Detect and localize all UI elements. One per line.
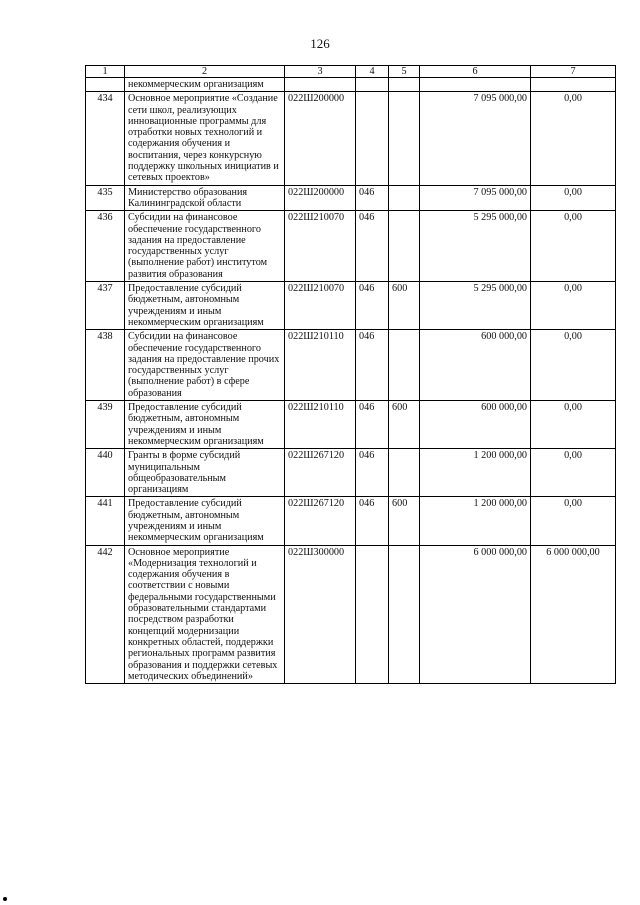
row-amount-7: 0,00 — [531, 92, 616, 185]
table-row — [86, 211, 616, 282]
table-row — [86, 282, 616, 330]
header-cell-6: 6 — [420, 66, 531, 78]
row-name: Предоставление субсидий бюджетным, автономным учреждениям и иным некоммерческим организациям — [125, 497, 285, 545]
row-number: 441 — [86, 497, 125, 545]
table-row — [86, 78, 616, 92]
table-row — [86, 401, 616, 449]
row-amount-7: 0,00 — [531, 211, 616, 282]
row-amount-7: 0,00 — [531, 401, 616, 449]
row-amount-7: 0,00 — [531, 449, 616, 497]
row-number: 434 — [86, 92, 125, 185]
row-amount-6: 5 295 000,00 — [420, 282, 531, 330]
row-col5: 600 — [389, 401, 420, 449]
row-col5 — [389, 211, 420, 282]
row-code: 022Ш300000 — [285, 545, 356, 684]
row-col5: 600 — [389, 282, 420, 330]
row-col4: 046 — [356, 330, 389, 401]
row-number: 439 — [86, 401, 125, 449]
row-amount-6: 7 095 000,00 — [420, 92, 531, 185]
row-name: Предоставление субсидий бюджетным, автономным учреждениям и иным некоммерческим организациям — [125, 282, 285, 330]
row-code: 022Ш267120 — [285, 449, 356, 497]
scan-mark — [3, 897, 7, 901]
page-number: 126 — [310, 36, 330, 51]
row-number: 442 — [86, 545, 125, 684]
row-col4 — [356, 92, 389, 185]
row-name: Предоставление субсидий бюджетным, автономным учреждениям и иным некоммерческим организациям — [125, 401, 285, 449]
table-row — [86, 330, 616, 401]
row-number: 440 — [86, 449, 125, 497]
row-name: Основное мероприятие «Создание сети школ, реализующих инновационные программы для отработки новых технологий и содержания обучения и воспитания, через конкурсную поддержку школьных инициатив и сетевых проектов» — [125, 92, 285, 185]
row-amount-7: 6 000 000,00 — [531, 545, 616, 684]
table-row — [86, 497, 616, 545]
row-code: 022Ш210070 — [285, 211, 356, 282]
row-amount-7: 0,00 — [531, 185, 616, 211]
row-number — [86, 78, 125, 92]
row-name: Основное мероприятие «Модернизация технологий и содержания обучения в соответствии с новыми федеральными государственными образовательными стандартами посредством разработки концепций модернизации конкретных областей, поддержки региональных программ развития образования и поддержки сетевых методических объединений» — [125, 545, 285, 684]
row-amount-6 — [420, 78, 531, 92]
row-code: 022Ш210110 — [285, 330, 356, 401]
row-col4: 046 — [356, 449, 389, 497]
row-amount-7 — [531, 78, 616, 92]
row-col5 — [389, 449, 420, 497]
row-name: Субсидии на финансовое обеспечение государственного задания на предоставление прочих государственных услуг (выполнение работ) в сфере образования — [125, 330, 285, 401]
row-col4: 046 — [356, 211, 389, 282]
row-amount-7: 0,00 — [531, 330, 616, 401]
row-col5 — [389, 185, 420, 211]
row-amount-6: 1 200 000,00 — [420, 497, 531, 545]
header-cell-1: 1 — [86, 66, 125, 78]
header-cell-3: 3 — [285, 66, 356, 78]
row-col4: 046 — [356, 282, 389, 330]
budget-table — [85, 65, 616, 684]
row-code: 022Ш210070 — [285, 282, 356, 330]
row-amount-6: 600 000,00 — [420, 330, 531, 401]
table-row — [86, 92, 616, 185]
row-col5 — [389, 92, 420, 185]
row-col5 — [389, 78, 420, 92]
row-number: 435 — [86, 185, 125, 211]
row-col4 — [356, 545, 389, 684]
table-row — [86, 449, 616, 497]
table-row — [86, 545, 616, 684]
row-name: Гранты в форме субсидий муниципальным общеобразовательным организациям — [125, 449, 285, 497]
row-name: Субсидии на финансовое обеспечение государственного задания на предоставление государственных услуг (выполнение работ) институтом развития образования — [125, 211, 285, 282]
row-col4: 046 — [356, 497, 389, 545]
row-amount-6: 7 095 000,00 — [420, 185, 531, 211]
row-number: 436 — [86, 211, 125, 282]
table-row — [86, 185, 616, 211]
row-col4 — [356, 78, 389, 92]
row-col5 — [389, 545, 420, 684]
row-col5: 600 — [389, 497, 420, 545]
row-code: 022Ш200000 — [285, 185, 356, 211]
row-amount-7: 0,00 — [531, 497, 616, 545]
row-amount-6: 5 295 000,00 — [420, 211, 531, 282]
header-row — [86, 66, 616, 78]
row-name: некоммерческим организациям — [125, 78, 285, 92]
row-name: Министерство образования Калининградской области — [125, 185, 285, 211]
row-code: 022Ш267120 — [285, 497, 356, 545]
row-code: 022Ш210110 — [285, 401, 356, 449]
header-cell-4: 4 — [356, 66, 389, 78]
row-amount-7: 0,00 — [531, 282, 616, 330]
row-number: 438 — [86, 330, 125, 401]
row-amount-6: 600 000,00 — [420, 401, 531, 449]
row-col4: 046 — [356, 185, 389, 211]
row-col5 — [389, 330, 420, 401]
row-col4: 046 — [356, 401, 389, 449]
header-cell-2: 2 — [125, 66, 285, 78]
row-amount-6: 1 200 000,00 — [420, 449, 531, 497]
header-cell-5: 5 — [389, 66, 420, 78]
row-amount-6: 6 000 000,00 — [420, 545, 531, 684]
row-code — [285, 78, 356, 92]
header-cell-7: 7 — [531, 66, 616, 78]
row-number: 437 — [86, 282, 125, 330]
row-code: 022Ш200000 — [285, 92, 356, 185]
